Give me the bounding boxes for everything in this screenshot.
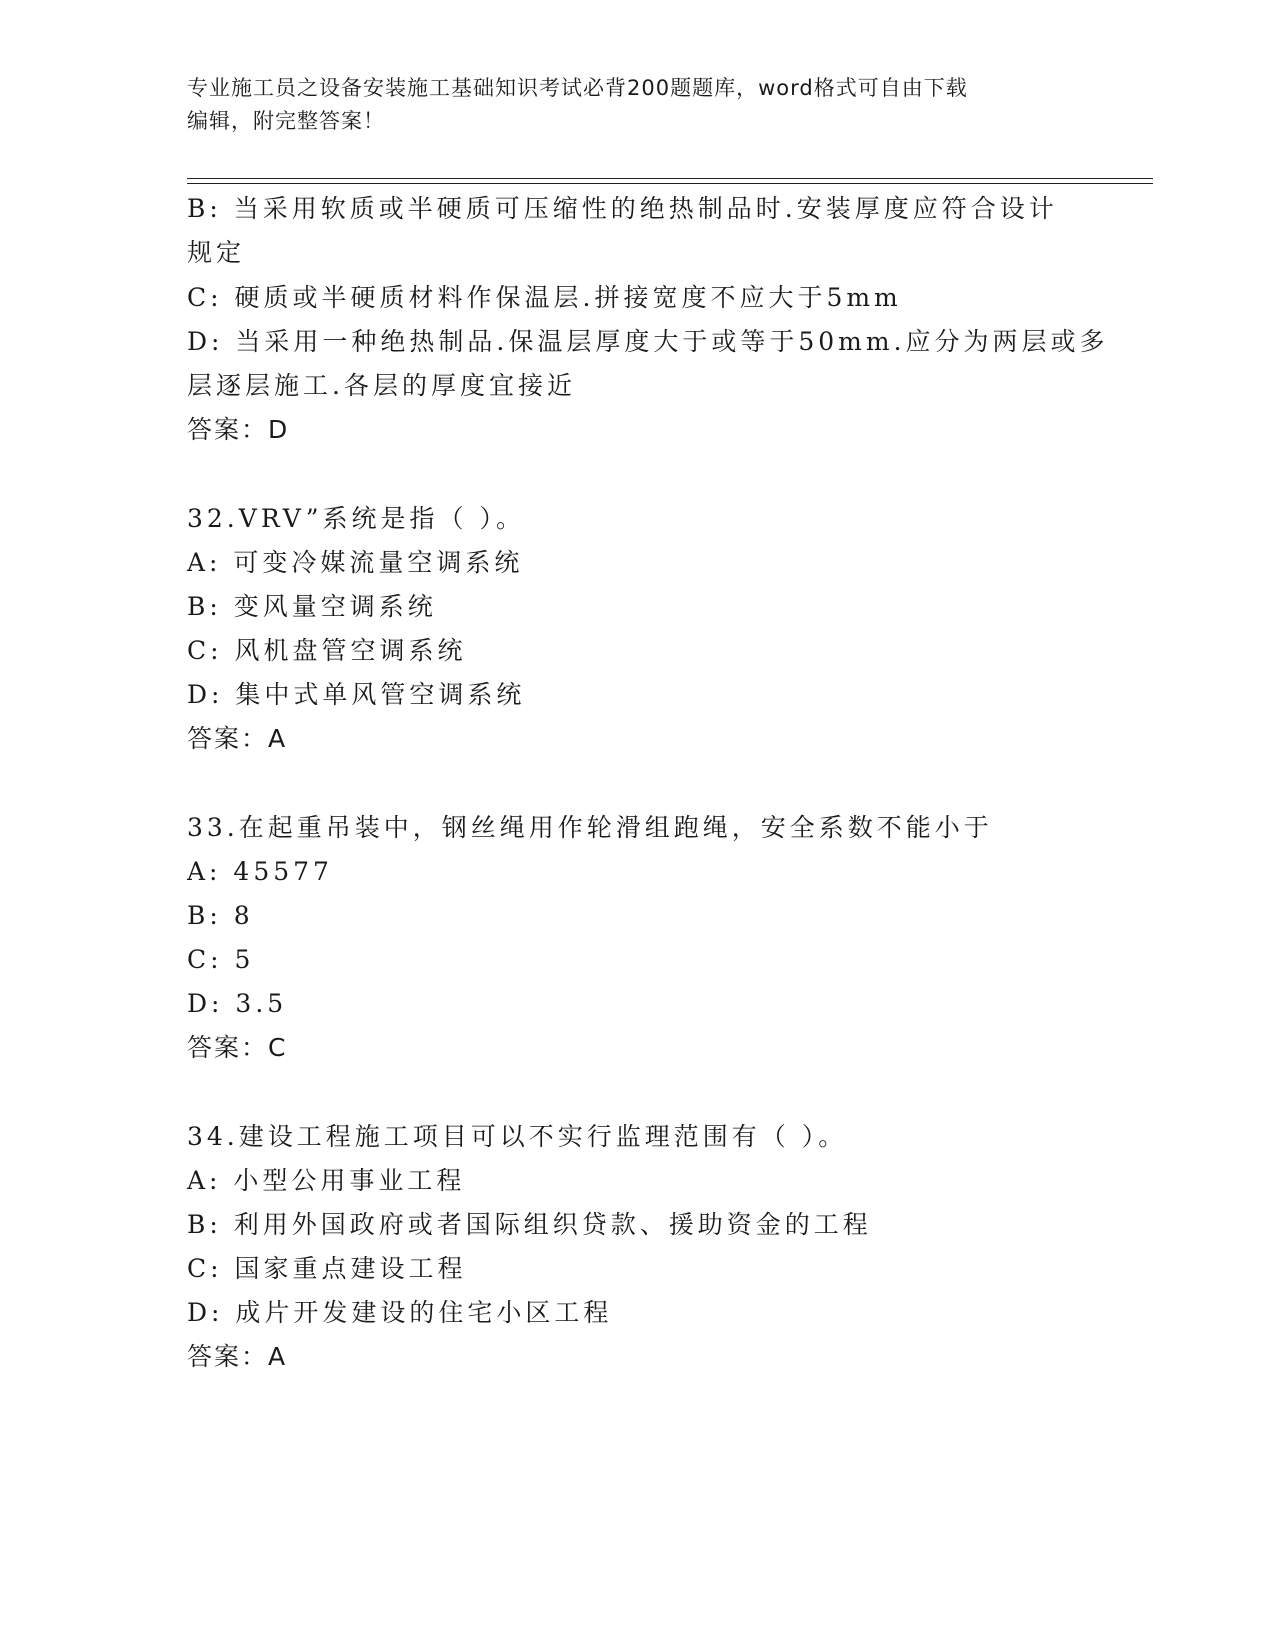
- header-rule-bottom: [187, 183, 1153, 184]
- q33-stem: 33.在起重吊装中，钢丝绳用作轮滑组跑绳，安全系数不能小于: [187, 813, 993, 842]
- q31-option-d-line2: 层逐层施工.各层的厚度宜接近: [187, 371, 576, 400]
- q34-option-b: B: 利用外国政府或者国际组织贷款、援助资金的工程: [187, 1210, 872, 1239]
- q32-option-d: D: 集中式单风管空调系统: [187, 680, 526, 709]
- q33-option-a: A: 45577: [187, 857, 333, 886]
- q32-stem: 32.VRV”系统是指（ ）。: [187, 504, 525, 533]
- q33-option-d: D: 3.5: [187, 989, 288, 1018]
- q31-option-d-line1: D: 当采用一种绝热制品.保温层厚度大于或等于50mm.应分为两层或多: [187, 327, 1109, 356]
- header-line-1: 专业施工员之设备安装施工基础知识考试必背200题题库，word格式可自由下载: [187, 76, 968, 100]
- q34-option-a: A: 小型公用事业工程: [187, 1166, 466, 1195]
- q31-option-c: C: 硬质或半硬质材料作保温层.拼接宽度不应大于5mm: [187, 283, 902, 312]
- q31-option-b-line1: B: 当采用软质或半硬质可压缩性的绝热制品时.安装厚度应符合设计: [187, 194, 1058, 223]
- q34-option-c: C: 国家重点建设工程: [187, 1254, 467, 1283]
- q34-answer: 答案：A: [187, 1342, 288, 1371]
- q34-option-d: D: 成片开发建设的住宅小区工程: [187, 1298, 613, 1327]
- q32-option-b: B: 变风量空调系统: [187, 592, 437, 621]
- q31-option-b-line2: 规定: [187, 238, 246, 267]
- q32-option-c: C: 风机盘管空调系统: [187, 636, 467, 665]
- document-header: [187, 72, 1087, 138]
- q34-stem: 34.建设工程施工项目可以不实行监理范围有（ ）。: [187, 1122, 848, 1151]
- q31-answer: 答案：D: [187, 415, 290, 444]
- q33-answer: 答案：C: [187, 1033, 288, 1062]
- header-line-2: 编辑，附完整答案！: [187, 109, 385, 133]
- q33-option-b: B: 8: [187, 901, 254, 930]
- q32-option-a: A: 可变冷媒流量空调系统: [187, 548, 524, 577]
- q32-answer: 答案：A: [187, 724, 288, 753]
- q33-option-c: C: 5: [187, 945, 255, 974]
- header-rule-top: [187, 178, 1153, 179]
